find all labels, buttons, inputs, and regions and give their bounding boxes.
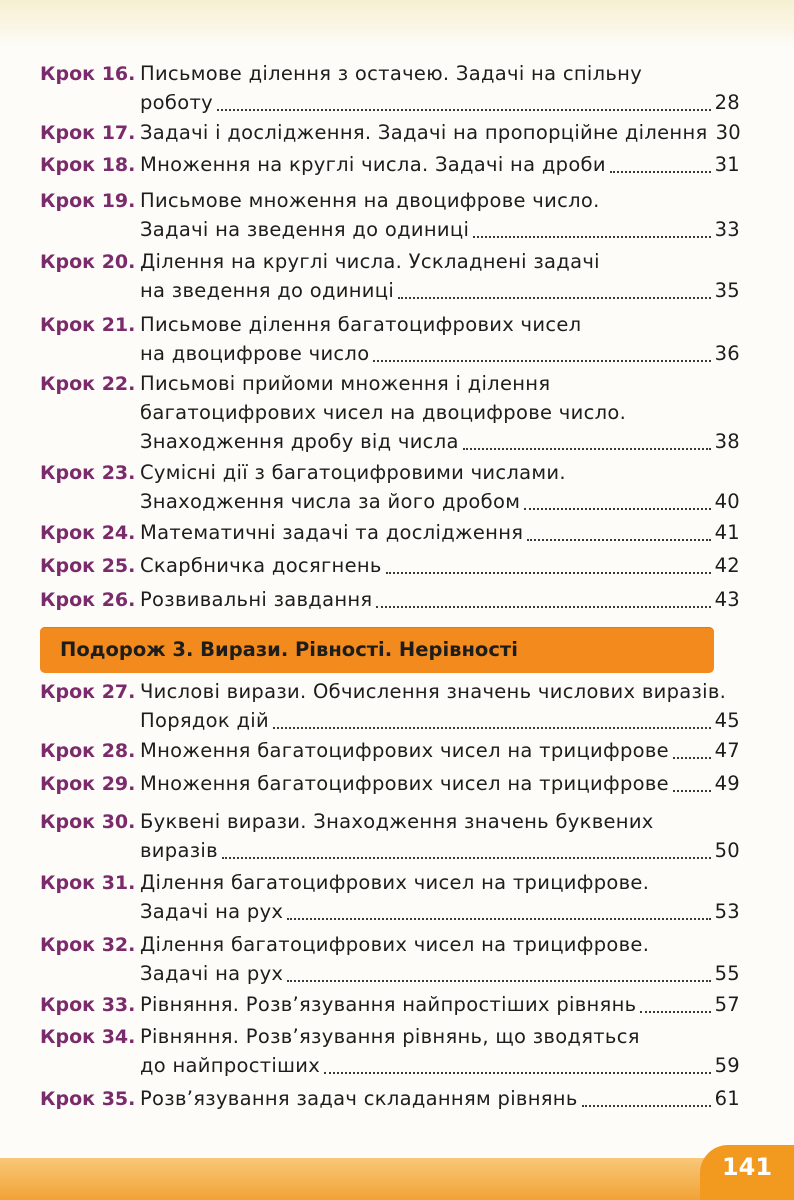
entry-title-line <box>140 246 740 278</box>
entry-title-text: Рівняння. Розв’язування найпростіших рівнянь <box>140 993 637 1016</box>
dot-leader <box>386 564 711 574</box>
entry-title-last-line <box>140 584 740 616</box>
entry-page-number: 28 <box>714 91 740 114</box>
entry-title-text: Задачі на зведення до одиниці <box>140 218 470 241</box>
entry-title-last-line <box>140 958 740 990</box>
dot-leader <box>376 598 710 608</box>
entry-title-text: Множення багатоцифрових чисел на трицифрове <box>140 739 669 762</box>
entry-title-last-line <box>140 896 740 928</box>
entry-page-number: 49 <box>714 772 740 795</box>
entry-title-line <box>140 457 740 489</box>
page-number-badge <box>700 1145 794 1200</box>
entry-title-last-line <box>140 735 740 767</box>
entry-title-text: Письмове ділення багатоцифрових чисел <box>140 313 582 336</box>
entry-title-last-line <box>140 486 740 518</box>
entry-title-line <box>140 676 740 708</box>
entry-title-text: Буквені вирази. Знаходження значень буквених <box>140 810 654 833</box>
dot-leader <box>398 289 711 299</box>
entry-page-number: 41 <box>714 521 740 544</box>
dot-leader <box>527 531 710 541</box>
entry-title-text: Множення на круглі числа. Задачі на дроби <box>140 153 606 176</box>
entry-page-number: 38 <box>714 430 740 453</box>
entry-page-number: 40 <box>714 490 740 513</box>
entry-title-text: роботу <box>140 91 213 114</box>
bottom-decorative-band <box>0 1158 794 1200</box>
step-label: Крок 23. <box>40 462 136 484</box>
dot-leader <box>373 352 710 362</box>
step-label: Крок 25. <box>40 555 136 577</box>
step-label: Крок 22. <box>40 373 136 395</box>
entry-page-number: 50 <box>714 839 740 862</box>
step-label: Крок 34. <box>40 1026 136 1048</box>
dot-leader <box>582 1097 711 1107</box>
entry-title-text: Ділення багатоцифрових чисел на трицифрове. <box>140 871 650 894</box>
entry-title-text: Розв’язування задач складанням рівнянь <box>140 1087 578 1110</box>
dot-leader <box>640 1003 710 1013</box>
entry-page-number: 33 <box>714 218 740 241</box>
step-label: Крок 32. <box>40 934 136 956</box>
entry-title-text: Числові вирази. Обчислення значень числових виразів. <box>140 680 727 703</box>
entry-title-last-line <box>140 705 740 737</box>
step-label: Крок 29. <box>40 773 136 795</box>
dot-leader <box>610 163 711 173</box>
entry-title-line <box>140 929 740 961</box>
dot-leader <box>287 910 710 920</box>
step-label: Крок 18. <box>40 154 136 176</box>
entry-title-text: Розвивальні завдання <box>140 588 373 611</box>
entry-title-text: Математичні задачі та дослідження <box>140 521 524 544</box>
entry-title-text: багатоцифрових чисел на двоцифрове число. <box>140 401 627 424</box>
entry-page-number: 30 <box>715 121 741 144</box>
dot-leader <box>287 972 710 982</box>
entry-title-text: Письмове множення на двоцифрове число. <box>140 189 600 212</box>
step-label: Крок 19. <box>40 190 136 212</box>
entry-title-line <box>140 397 740 429</box>
entry-title-last-line <box>140 517 740 549</box>
entry-title-text: Письмове ділення з остачею. Задачі на спільну <box>140 62 643 85</box>
entry-page-number: 45 <box>714 709 740 732</box>
entry-title-text: Скарбничка досягнень <box>140 554 382 577</box>
entry-title-text: Знаходження числа за його дробом <box>140 490 521 513</box>
entry-page-number: 57 <box>714 993 740 1016</box>
entry-title-text: Знаходження дробу від числа <box>140 430 459 453</box>
step-label: Крок 33. <box>40 994 136 1016</box>
entry-page-number: 42 <box>714 554 740 577</box>
step-label: Крок 28. <box>40 740 136 762</box>
entry-title-last-line <box>140 1083 740 1115</box>
entry-title-last-line <box>140 275 740 307</box>
entry-title-last-line <box>140 768 740 800</box>
entry-title-line <box>140 867 740 899</box>
step-label: Крок 21. <box>40 314 136 336</box>
step-label: Крок 35. <box>40 1088 136 1110</box>
entry-title-last-line <box>140 835 740 867</box>
entry-title-text: Порядок дій <box>140 709 269 732</box>
entry-page-number: 53 <box>714 900 740 923</box>
entry-title-text: Рівняння. Розв’язування рівнянь, що зводяться <box>140 1025 640 1048</box>
entry-title-text: на зведення до одиниці <box>140 279 395 302</box>
entry-page-number: 61 <box>714 1087 740 1110</box>
dot-leader <box>273 719 711 729</box>
dot-leader <box>463 440 711 450</box>
dot-leader <box>473 228 710 238</box>
dot-leader <box>324 1064 710 1074</box>
entry-title-line <box>140 806 740 838</box>
entry-title-text: на двоцифрове число <box>140 342 370 365</box>
dot-leader <box>524 500 710 510</box>
step-label: Крок 17. <box>40 122 136 144</box>
entry-title-last-line <box>140 149 740 181</box>
entry-title-last-line <box>140 989 740 1021</box>
entry-title-last-line <box>140 214 740 246</box>
dot-leader <box>217 101 711 111</box>
entry-title-text: Задачі на рух <box>140 962 284 985</box>
entry-page-number: 59 <box>714 1054 740 1077</box>
entry-title-last-line <box>140 1050 740 1082</box>
entry-title-last-line <box>140 550 740 582</box>
dot-leader <box>673 749 711 759</box>
entry-title-text: виразів <box>140 839 218 862</box>
entry-page-number: 55 <box>714 962 740 985</box>
entry-title-text: до найпростіших <box>140 1054 321 1077</box>
section-header <box>40 627 714 673</box>
entry-title-last-line <box>140 117 740 149</box>
entry-title-last-line <box>140 87 740 119</box>
dot-leader <box>673 782 711 792</box>
entry-title-text: Множення багатоцифрових чисел на трицифрове <box>140 772 669 795</box>
step-label: Крок 16. <box>40 63 136 85</box>
entry-title-last-line <box>140 426 740 458</box>
entry-page-number: 35 <box>714 279 740 302</box>
entry-title-line <box>140 368 740 400</box>
entry-title-text: Ділення на круглі числа. Ускладнені задачі <box>140 250 600 273</box>
entry-title-line <box>140 309 740 341</box>
step-label: Крок 20. <box>40 251 136 273</box>
section-title: Подорож 3. Вирази. Рівності. Нерівності <box>60 638 518 661</box>
entry-title-line <box>140 1021 740 1053</box>
entry-title-text: Сумісні дії з багатоцифровими числами. <box>140 461 566 484</box>
entry-page-number: 36 <box>714 342 740 365</box>
step-label: Крок 30. <box>40 811 136 833</box>
step-label: Крок 27. <box>40 681 136 703</box>
step-label: Крок 26. <box>40 589 136 611</box>
entry-page-number: 31 <box>714 153 740 176</box>
dot-leader <box>222 849 711 859</box>
entry-title-text: Ділення багатоцифрових чисел на трицифрове. <box>140 933 650 956</box>
entry-page-number: 43 <box>714 588 740 611</box>
page-number: 141 <box>721 1153 773 1181</box>
step-label: Крок 24. <box>40 522 136 544</box>
entry-title-text: Задачі на рух <box>140 900 284 923</box>
entry-page-number: 47 <box>714 739 740 762</box>
entry-title-text: Письмові прийоми множення і ділення <box>140 372 551 395</box>
entry-title-line <box>140 58 740 90</box>
entry-title-text: Задачі і дослідження. Задачі на пропорційне ділення <box>140 121 708 144</box>
entry-title-last-line <box>140 338 740 370</box>
entry-title-line <box>140 185 740 217</box>
step-label: Крок 31. <box>40 872 136 894</box>
